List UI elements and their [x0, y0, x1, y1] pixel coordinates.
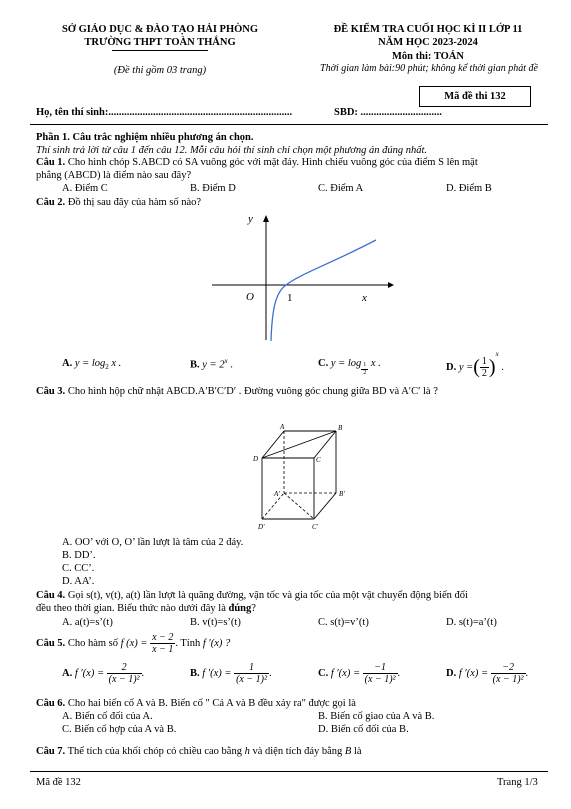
header-divider: [30, 124, 548, 125]
q3-box-figure: [248, 422, 358, 534]
q5-option-d[interactable]: D. f ′(x) = $\frac{-2}{\text{(x − 1)²}}$ .: [446, 662, 529, 685]
q2-option-a[interactable]: [62, 357, 121, 372]
exam-code-box: Mã đề thi 132: [419, 86, 531, 107]
q2-option-d[interactable]: [446, 350, 504, 380]
q2-c-sub-den: 2: [363, 370, 367, 376]
q5-option-a[interactable]: A. f ′(x) = $\frac{2}{\text{(x − 1)²}}$ .: [62, 662, 145, 685]
q4-stem-line1: [36, 589, 468, 602]
q5-text-pre: Cho hàm số: [67, 637, 121, 649]
q5-fraction: [150, 632, 175, 655]
q7-label: Câu 7.: [36, 746, 66, 757]
q2-d-label: D.: [446, 362, 457, 373]
q3-label-c1: C': [312, 523, 319, 531]
q7-h: h: [244, 746, 250, 757]
q5-option-b[interactable]: B. f ′(x) = $\frac{1}{\text{(x − 1)²}}$ .: [190, 662, 272, 685]
school-year: NĂM HỌC 2023-2024: [378, 37, 478, 48]
q2-b-tail: .: [227, 359, 233, 371]
q4-option-a[interactable]: A. a(t)=s’(t): [62, 617, 113, 628]
q2-b-expr: y = 2: [202, 359, 225, 371]
q1-label: Câu 1.: [36, 157, 66, 168]
q3-label-d: D: [253, 455, 259, 463]
q6-option-b[interactable]: B. Biến cố giao của A và B.: [318, 711, 435, 722]
q5-b-num: 1: [249, 662, 255, 673]
q3-text: Cho hình hộp chữ nhật ABCD.A′B′C′D′ . Đường vuông góc chung giữa BD và A′C′ là ?: [67, 386, 438, 397]
q3-option-d[interactable]: D. AA’.: [62, 576, 95, 587]
q5-a-num: 2: [121, 662, 127, 673]
q5-d-lhs: f ′(x) =: [458, 667, 489, 679]
q5-c-lhs: f ′(x) =: [330, 667, 361, 679]
q2-curve: [271, 240, 376, 341]
q1-stem-line1: [36, 156, 478, 169]
q7-b: B: [344, 746, 352, 757]
q3-label-b: B: [338, 424, 343, 432]
q2-d-rparen: ): [488, 356, 496, 379]
q5-b-label: B.: [190, 667, 200, 679]
q3-label-d1: D': [258, 523, 265, 531]
q2-c-expr: y = log: [330, 358, 362, 369]
q4-emphasis: đúng: [228, 603, 252, 614]
q5-c-label: C.: [318, 667, 329, 679]
q5-c-fraction: [363, 662, 398, 685]
q5-fx: f (x) =: [120, 637, 148, 649]
q6-option-c[interactable]: C. Biến cố hợp của A và B.: [62, 724, 177, 735]
footer-page-number: Trang 1/3: [497, 777, 538, 788]
student-name-field[interactable]: Họ, tên thí sinh:......................................................................: [36, 107, 293, 118]
duration-note: Thời gian làm bài:90 phút; không kể thời gian phát đề: [320, 63, 538, 74]
sbd-field[interactable]: SBD: ...............................: [334, 107, 442, 118]
q5-d-num: −2: [502, 662, 514, 673]
q1-option-a[interactable]: A. Điểm C: [62, 183, 108, 194]
q3-label-b1: B': [339, 490, 345, 498]
department-name: SỞ GIÁO DỤC & ĐÀO TẠO HẢI PHÒNG: [61, 24, 259, 35]
q3-label-a1: A': [274, 490, 280, 498]
q2-b-sup: x: [224, 357, 228, 365]
q5-a-fraction: [107, 662, 142, 685]
q3-stem: [36, 385, 438, 398]
q2-x-label: x: [362, 292, 367, 304]
school-underline: [112, 50, 208, 51]
q4-text1: Gọi s(t), v(t), a(t) lần lượt là quãng đường, vận tốc và gia tốc của một vật chuyển động biến đổi: [67, 590, 468, 601]
q2-origin-label: O: [246, 291, 254, 303]
q6-stem: [36, 697, 356, 710]
q2-d-sup: x: [495, 350, 499, 358]
page-count-note: (Đề thi gồm 03 trang): [113, 65, 207, 76]
q5-text-post: . Tính: [175, 637, 203, 649]
q2-d-fraction: [480, 356, 489, 379]
q6-label: Câu 6.: [36, 698, 66, 709]
footer-divider: [30, 771, 548, 772]
q5-b-lhs: f ′(x) =: [202, 667, 232, 679]
q3-label-c: C: [316, 456, 321, 464]
q5-option-c[interactable]: C. f ′(x) = $\frac{-1}{\text{(x − 1)²}}$ .: [318, 662, 401, 685]
q4-label: Câu 4.: [36, 590, 66, 601]
q5-num: x − 2: [152, 632, 174, 643]
q3-option-a[interactable]: A. OO’ với O, O’ lần lượt là tâm của 2 đáy.: [62, 537, 244, 548]
q3-label: Câu 3.: [36, 386, 66, 397]
q2-a-sub: 2: [105, 363, 109, 372]
q7-text-post: là: [351, 746, 362, 757]
q2-d-lparen: (: [473, 356, 480, 379]
q5-c-num: −1: [374, 662, 386, 673]
q5-a-lhs: f ′(x) =: [74, 667, 105, 679]
q2-y-arrow-icon: [263, 215, 269, 222]
part1-title: Phần 1. Câu trắc nghiệm nhiều phương án chọn.: [36, 132, 254, 143]
school-name: TRƯỜNG THPT TOÀN THẮNG: [84, 37, 236, 48]
q2-c-label: C.: [318, 358, 329, 369]
q5-d-label: D.: [446, 667, 457, 679]
q5-b-fraction: [234, 662, 269, 685]
q2-a-label: A.: [62, 358, 73, 369]
q5-a-den: (x − 1)²: [108, 674, 140, 685]
q2-label: Câu 2.: [36, 197, 66, 208]
q7-text-mid: và diện tích đáy bằng: [249, 746, 345, 757]
q2-a-tail: x .: [108, 358, 122, 369]
q2-d-num: 1: [481, 356, 487, 368]
q6-text: Cho hai biến cố A và B. Biến cố " Cả A và B đều xảy ra" được gọi là: [67, 698, 356, 709]
q4-stem-line2: [36, 602, 256, 615]
footer-exam-code: Mã đề 132: [36, 777, 81, 788]
q4-text2a: đều theo thời gian. Biểu thức nào dưới đây là: [36, 603, 229, 614]
q2-option-c[interactable]: [318, 357, 381, 377]
q1-option-b[interactable]: B. Điểm D: [190, 183, 236, 194]
q3-option-c[interactable]: C. CC’.: [62, 563, 95, 574]
q5-d-den: (x − 1)²: [492, 674, 524, 685]
q2-option-b[interactable]: [190, 357, 233, 372]
q6-option-d[interactable]: D. Biến cố đối của B.: [318, 724, 409, 735]
q2-c-tail: x .: [368, 358, 381, 369]
q5-b-den: (x − 1)²: [236, 674, 267, 685]
q3-label-a: A: [280, 423, 285, 431]
q3-option-b[interactable]: B. DD’.: [62, 550, 96, 561]
subject: Môn thi: TOÁN: [392, 51, 464, 62]
q2-d-den: 2: [481, 368, 487, 380]
q5-ask: f ′(x) ?: [202, 637, 231, 649]
q4-option-c[interactable]: C. s(t)=v’(t): [318, 617, 369, 628]
q7-text-pre: Thể tích của khối chóp có chiều cao bằng: [67, 746, 245, 757]
q2-stem: [36, 196, 201, 209]
q2-text: Đồ thị sau đây của hàm số nào?: [67, 197, 202, 208]
q2-d-expr: y =: [458, 362, 474, 373]
q6-option-a[interactable]: A. Biến cố đối của A.: [62, 711, 153, 722]
q5-stem: [36, 632, 230, 655]
q1-option-c[interactable]: C. Điểm A: [318, 183, 364, 194]
q2-c-sub-num: 1: [363, 362, 367, 369]
part1-instruction: Thí sinh trả lời từ câu 1 đến câu 12. Mỗi câu hỏi thí sinh chỉ chọn một phương án đúng nhất.: [36, 145, 428, 156]
q2-graph: [200, 208, 400, 348]
q5-c-den: (x − 1)²: [364, 674, 396, 685]
q1-option-d[interactable]: D. Điểm B: [446, 183, 492, 194]
q4-text2c: ?: [251, 603, 256, 614]
q2-y-label: y: [248, 213, 253, 225]
exam-title: ĐỀ KIỂM TRA CUỐI HỌC KÌ II LỚP 11: [333, 24, 523, 35]
q5-label: Câu 5.: [36, 637, 66, 649]
q7-stem: [36, 745, 362, 758]
q5-a-label: A.: [62, 667, 73, 679]
q2-d-tail: .: [498, 362, 504, 373]
q1-stem-line2: phẳng (ABCD) là điểm nào sau đây?: [36, 170, 192, 181]
q2-a-expr: y = log: [74, 358, 106, 369]
q4-option-d[interactable]: D. s(t)=a’(t): [446, 617, 497, 628]
q4-option-b[interactable]: B. v(t)=s’(t): [190, 617, 241, 628]
q5-den: x − 1: [152, 644, 174, 655]
q2-b-label: B.: [190, 359, 200, 371]
q2-x-arrow-icon: [388, 282, 394, 288]
q5-d-fraction: [491, 662, 526, 685]
q1-text1: Cho hình chóp S.ABCD có SA vuông góc với mặt đáy. Hình chiếu vuông góc của điểm S lên mặt: [67, 157, 478, 168]
q2-tick-1: 1: [287, 292, 293, 304]
